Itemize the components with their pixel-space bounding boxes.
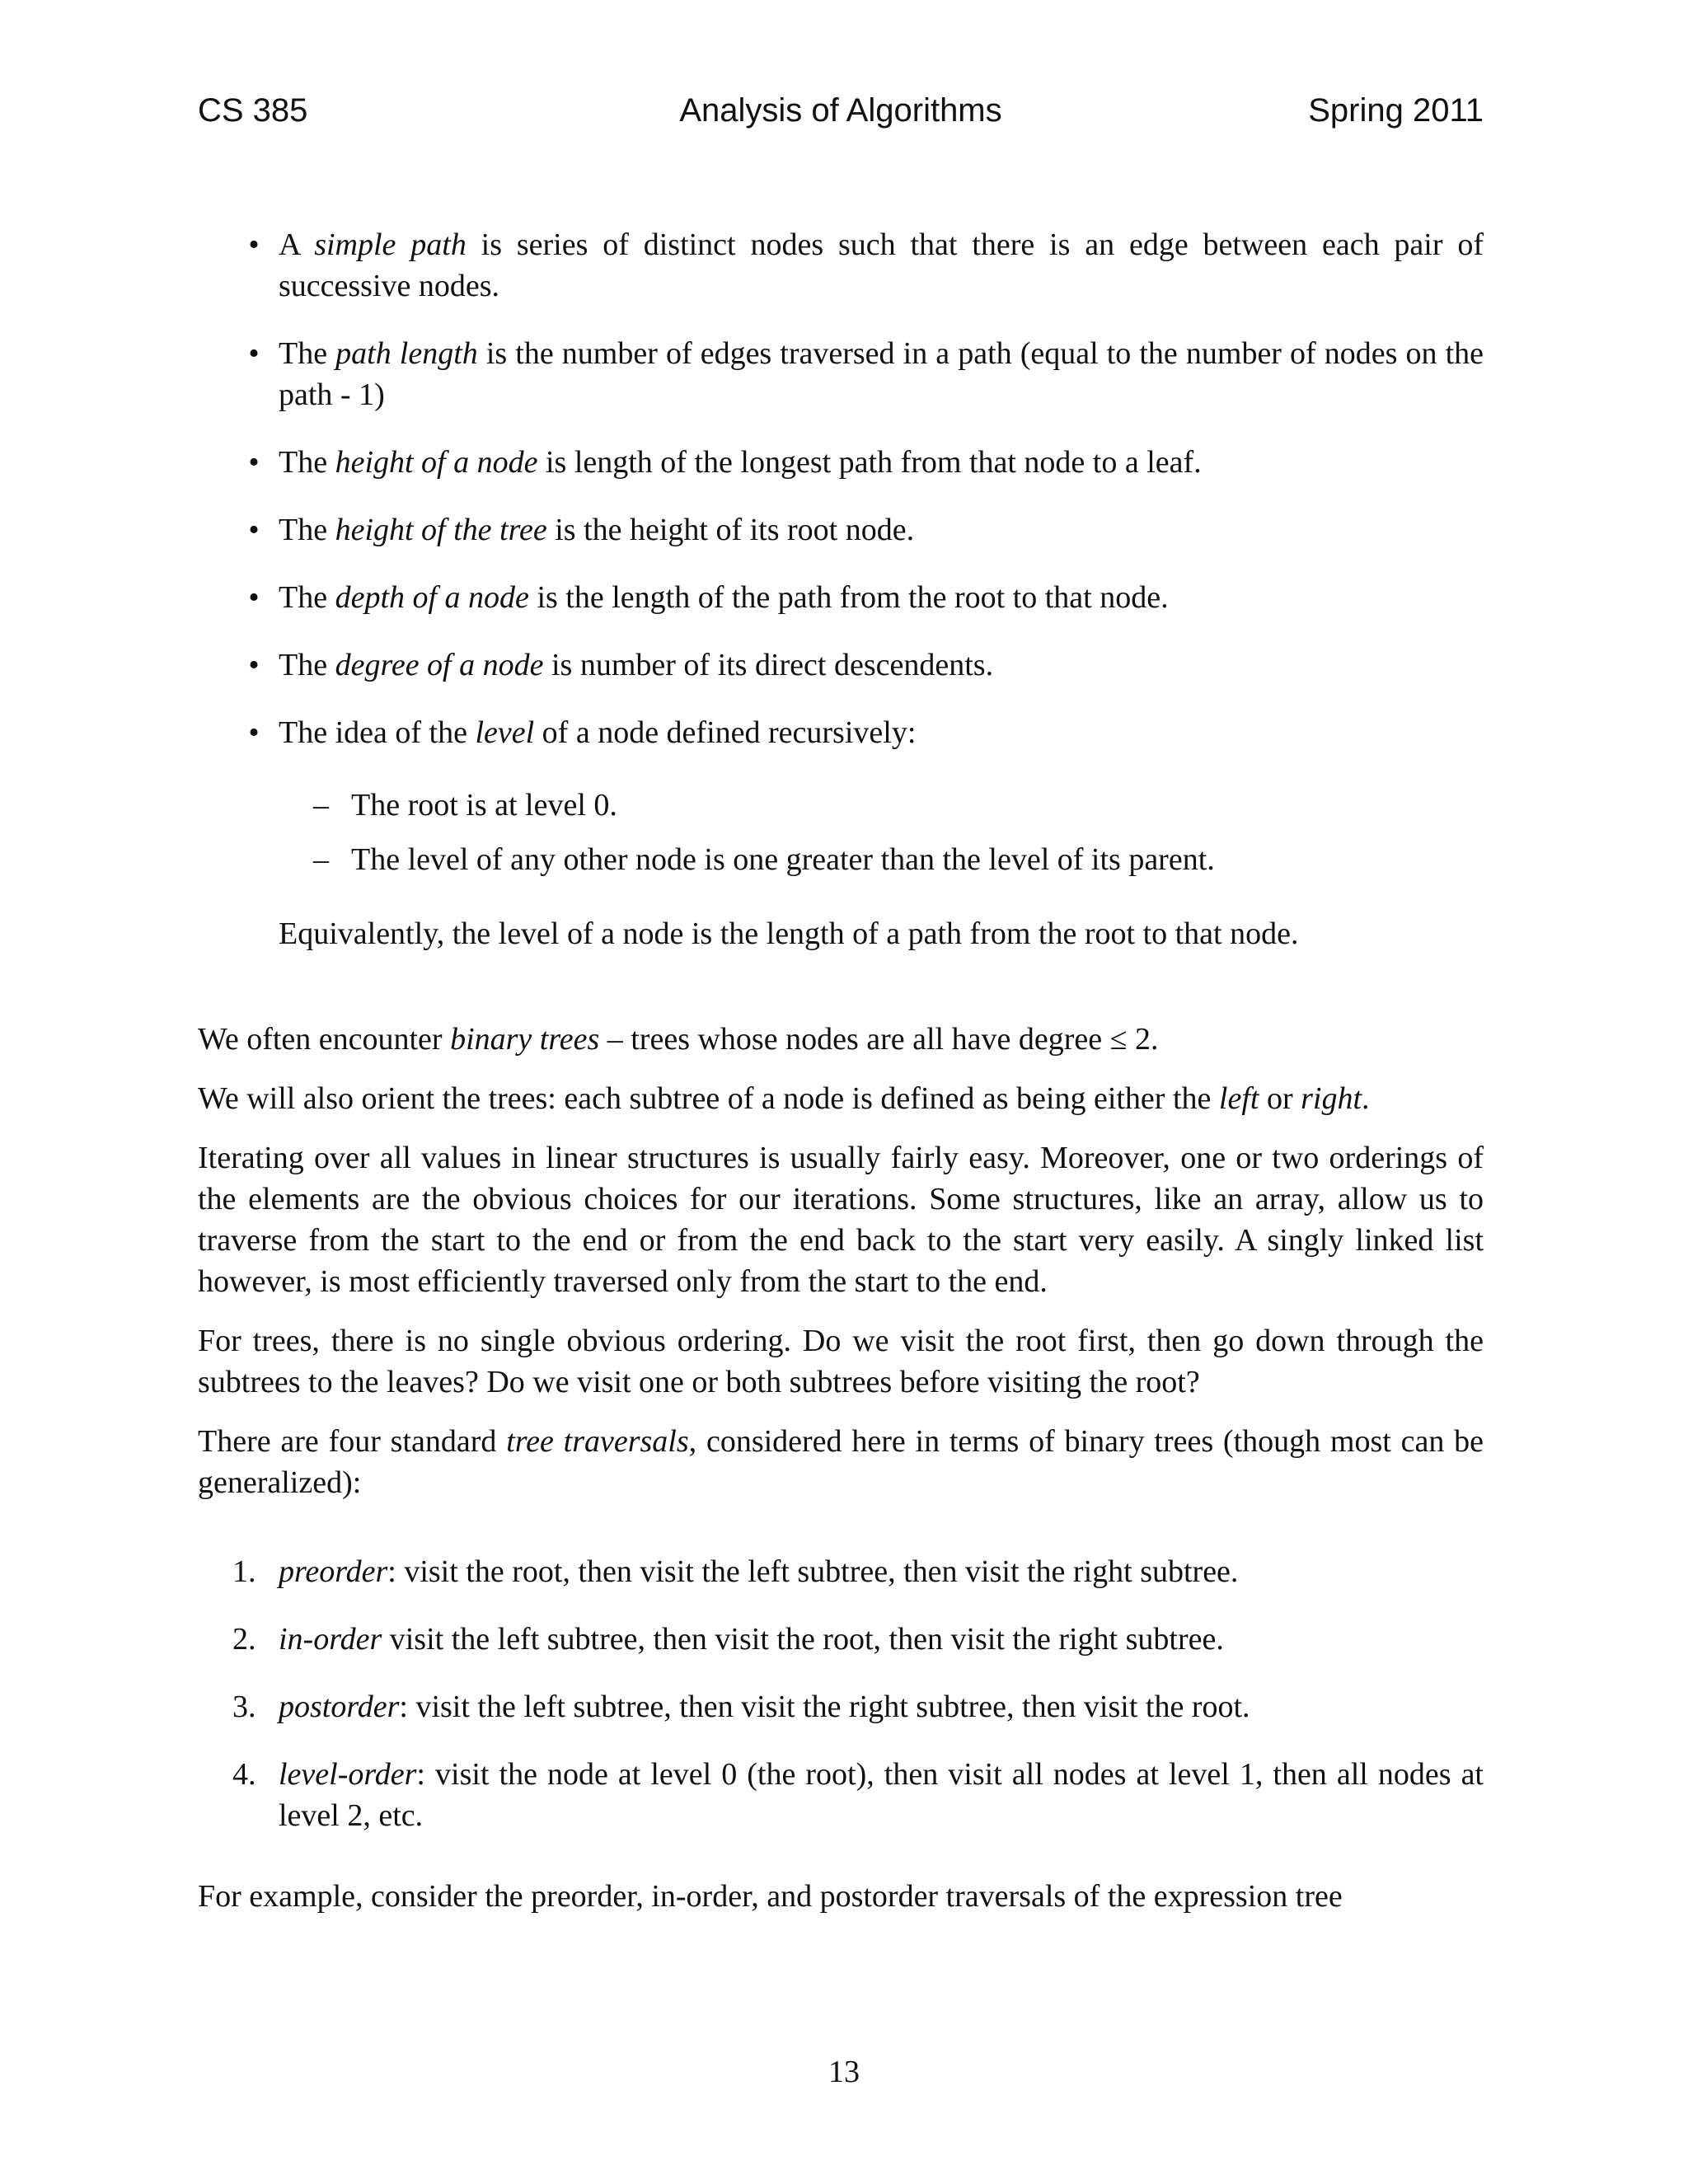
iterating-paragraph: Iterating over all values in linear structures is usually fairly easy. Moreover, one or two orderings of the elements are the obvious choices for our iterations. Some structures, like an array, allow us to traverse from the start to the end or from the end back to the start very easily. A singly linked list however, is most efficiently traversed only from the start to the end. bbox=[198, 1141, 1484, 1299]
traversal-item: 3. postorder: visit the left subtree, then visit the right subtree, then visit the root. bbox=[198, 1686, 1484, 1727]
list-number: 4. bbox=[232, 1757, 256, 1792]
traversal-item: 2. in-order visit the left subtree, then visit the root, then visit the right subtree. bbox=[198, 1619, 1484, 1660]
bullet-icon: • bbox=[248, 715, 260, 750]
page-body bbox=[198, 224, 1484, 1935]
dash-icon: – bbox=[313, 842, 329, 877]
definition-list bbox=[198, 224, 1484, 880]
term: Spring 2011 bbox=[1308, 92, 1484, 129]
course-code: CS 385 bbox=[198, 92, 308, 129]
defined-term: depth of a node bbox=[335, 580, 529, 615]
definition-item: • The height of the tree is the height of its root node. bbox=[198, 509, 1484, 551]
definition-item: • The idea of the level of a node defined recursively: – The root is at level 0. – The level of any other node is one greater than the level of its parent. bbox=[198, 712, 1484, 880]
definition-item: • The path length is the number of edges traversed in a path (equal to the number of nodes on the path - 1) bbox=[198, 333, 1484, 415]
course-title: Analysis of Algorithms bbox=[679, 92, 1002, 129]
equivalently-note: Equivalently, the level of a node is the length of a path from the root to that node. bbox=[279, 916, 1299, 951]
list-number: 3. bbox=[232, 1690, 256, 1724]
bullet-icon: • bbox=[248, 648, 260, 682]
bullet-icon: • bbox=[248, 513, 260, 547]
level-rule-item: – The level of any other node is one greater than the level of its parent. bbox=[279, 839, 1484, 880]
bullet-icon: • bbox=[248, 580, 260, 615]
traversal-name: preorder bbox=[279, 1554, 388, 1589]
defined-term: path length bbox=[335, 336, 478, 371]
page-number: 13 bbox=[828, 2055, 860, 2089]
traversal-list bbox=[198, 1551, 1484, 1836]
defined-term: height of the tree bbox=[335, 513, 547, 547]
defined-term: level bbox=[475, 715, 535, 750]
definition-item: • The height of a node is length of the longest path from that node to a leaf. bbox=[198, 442, 1484, 483]
defined-term: height of a node bbox=[335, 445, 538, 480]
defined-term: degree of a node bbox=[335, 648, 544, 682]
level-rule-item: – The root is at level 0. bbox=[279, 785, 1484, 826]
example-paragraph: For example, consider the preorder, in-order, and postorder traversals of the expression tree bbox=[198, 1879, 1343, 1914]
definition-item: • The depth of a node is the length of the path from the root to that node. bbox=[198, 577, 1484, 618]
level-rules-list bbox=[279, 785, 1484, 880]
traversal-item: 1. preorder: visit the root, then visit the left subtree, then visit the right subtree. bbox=[198, 1551, 1484, 1592]
list-number: 2. bbox=[232, 1622, 256, 1657]
binary-trees-paragraph: We often encounter binary trees – trees whose nodes are all have degree ≤ 2. bbox=[198, 1022, 1159, 1057]
traversal-name: level-order bbox=[279, 1757, 417, 1792]
page-header bbox=[198, 92, 1484, 142]
traversal-item: 4. level-order: visit the node at level 0 (the root), then visit all nodes at level 1, then all nodes at level 2, etc. bbox=[198, 1754, 1484, 1836]
bullet-icon: • bbox=[248, 336, 260, 371]
definition-item: • The degree of a node is number of its direct descendents. bbox=[198, 644, 1484, 686]
dash-icon: – bbox=[313, 788, 329, 823]
definition-item: • A simple path is series of distinct nodes such that there is an edge between each pair of successive nodes. bbox=[198, 224, 1484, 307]
traversal-name: postorder bbox=[279, 1690, 400, 1724]
defined-term: simple path bbox=[314, 227, 467, 262]
trees-ordering-paragraph: For trees, there is no single obvious ordering. Do we visit the root first, then go down through the subtrees to the leaves? Do we visit one or both subtrees before visiting the root? bbox=[198, 1324, 1484, 1399]
bullet-icon: • bbox=[248, 227, 260, 262]
orient-paragraph: We will also orient the trees: each subtree of a node is defined as being either the left or right. bbox=[198, 1081, 1370, 1116]
traversal-name: in-order bbox=[279, 1622, 382, 1657]
bullet-icon: • bbox=[248, 445, 260, 480]
four-traversals-paragraph: There are four standard tree traversals, considered here in terms of binary trees (though most can be generalized): bbox=[198, 1424, 1484, 1500]
list-number: 1. bbox=[232, 1554, 256, 1589]
